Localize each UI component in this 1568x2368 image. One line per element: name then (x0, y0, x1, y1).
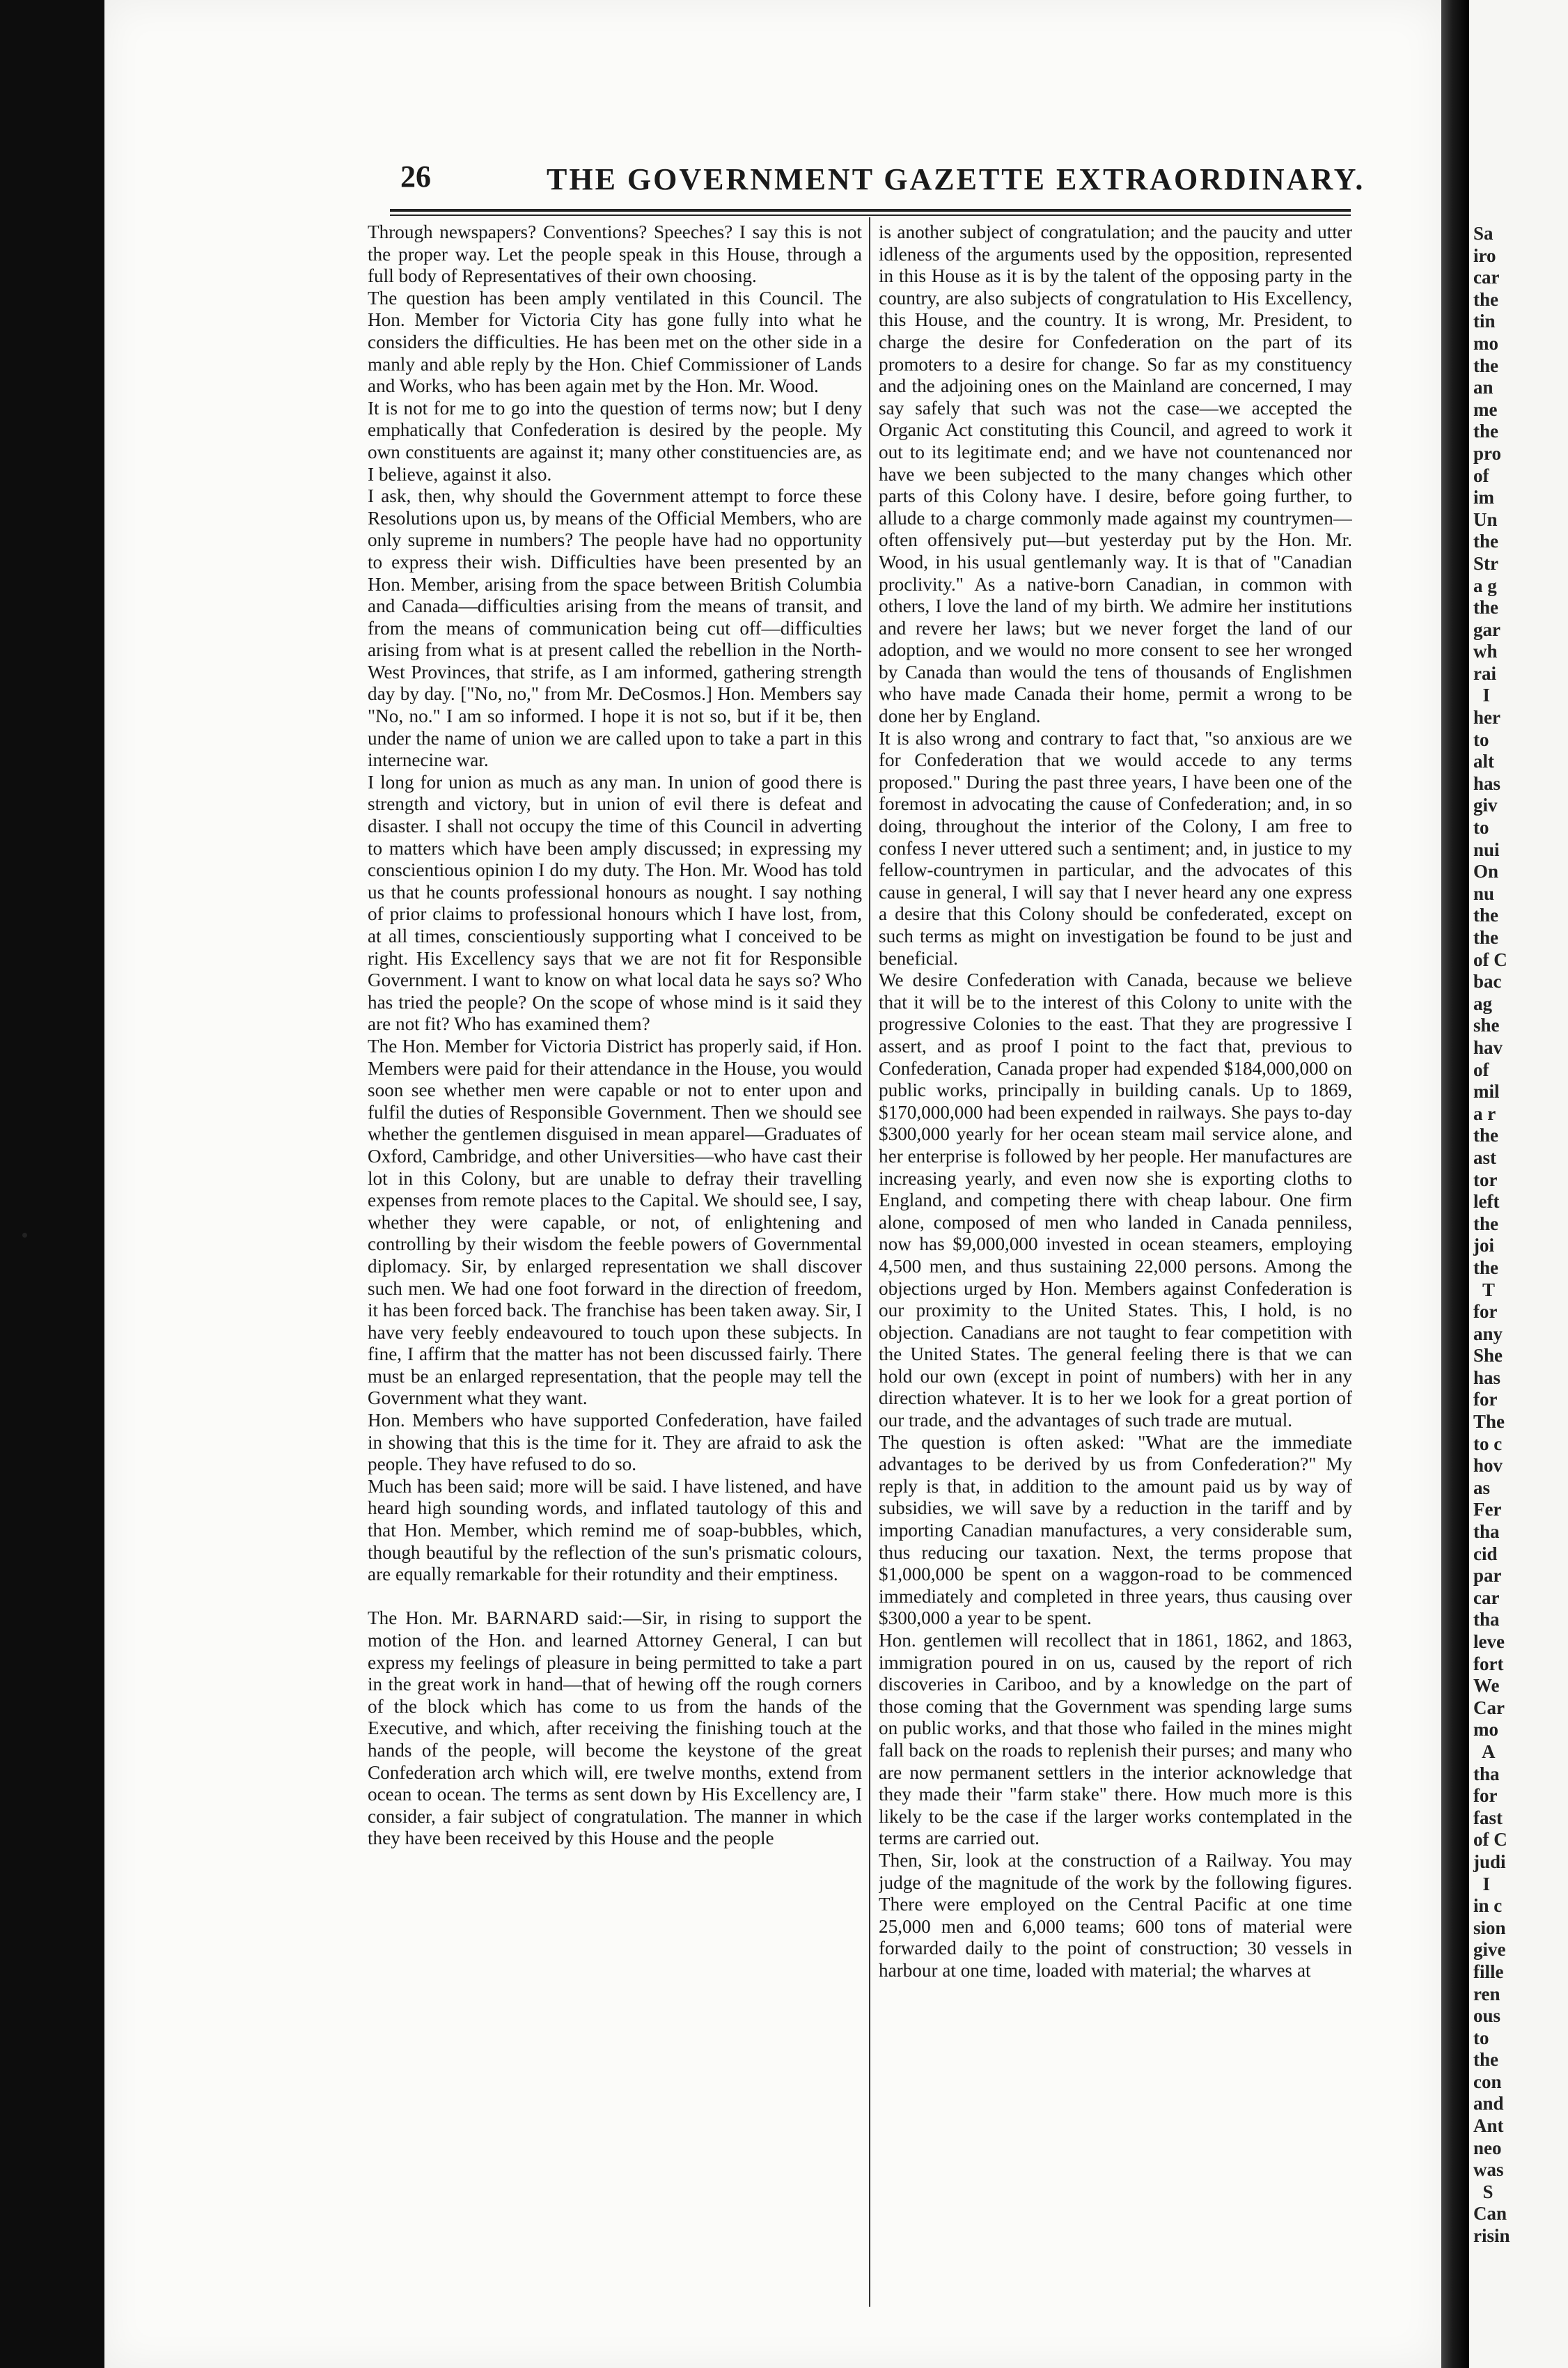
page-number: 26 (400, 159, 431, 194)
binding-gutter (1441, 0, 1469, 2368)
right-text-column: is another subject of congratulation; and the paucity and utter idleness of the arguments used by the opposition, represented in this House as it is by the talent of the opposing party in the country, are also subjects of congratulation to His Excellency, this House, and the country. It is wrong, Mr. President, to charge the desire for Confederation on the part of its promoters to a desire for change. So far as my constituency and the adjoining ones on the Mainland are concerned, I may say safely that such was not the case—we accepted the Organic Act constituting this Council, and agreed to work it out to its legitimate end; and we have not countenanced nor have we been subjected to the many changes which other parts of this Colony have. I desire, before going further, to allude to a charge commonly made against my countrymen—often offensively put—but yesterday put by the Hon. Mr. Wood, in his usual gentlemanly way. It is that of "Canadian proclivity." As a native-born Canadian, in common with others, I love the land of my birth. We admire her institutions and revere her laws; but we never forget the land of our adoption, and we would no more consent to see her wronged by Canada than would the tens of thousands of Englishmen who have made Canada their home, permit a wrong to be done her by England. It is also wrong and contrary to fact that, "so anxious are we for Confederation that we would accede to any terms proposed." During the past three years, I have been one of the foremost in advocating the cause of Confederation; and, in so doing, throughout the interior of the Colony, I am free to confess I never uttered such a sentiment; and, in justice to my fellow-countrymen in particular, and the advocates of this cause in general, I will say that I never heard any one express a desire that this Colony should be confederated, except on such terms as might on investigation be found to be just and beneficial. We desire Confederation with Canada, because we believe that it will be to the interest of this Colony to unite with the progressive Colonies to the east. That they are progressive I assert, and as proof I point to the fact that, previous to Confederation, Canada proper had expended $184,000,000 on public works, principally in building canals. Up to 1869, $170,000,000 had been expended in railways. She pays to-day $300,000 yearly for her ocean steam mail service alone, and her enterprise is followed by her people. Her manufactures are increasing yearly, and even now she is exporting cloths to England, and competing there with cheap labour. One firm alone, composed of men who landed in Canada penniless, now has $9,000,000 invested in ocean steamers, employing 4,500 men, and thus sustaining 22,000 persons. Among the objections urged by Hon. Members against Confederation is our proximity to the United States. This, I hold, is no objection. Canadians are not taught to fear competition with the United States. The general feeling there is that we can hold our own (except in point of numbers) with her in any direction whatever. It is to her we look for a great portion of our trade, and the advantages of such trade are mutual. The question is often asked: "What are the immediate advantages to be derived by us from Confederation?" My reply is that, in addition to the amount paid us by way of subsidies, we will save by a reduction in the tariff and by importing Canadian manufactures, a very considerable sum, thus reducing our taxation. Next, the terms propose that $1,000,000 be spent on a waggon-road to be commenced immediately and completed in three years, thus causing over $300,000 a year to be spent. Hon. gentlemen will recollect that in 1861, 1862, and 1863, immigration poured in on us, caused by the report of rich discoveries in Cariboo, and by a knowledge on the part of those coming that the Government was spending large sums on public works, and that those who failed in the mines might fall back on the roads to replenish their purses; and many who are now permanent settlers in the interior acknowledge that they made their "farm stake" there. How much more is this likely to be the case if the larger works contemplated in the terms are carried out. Then, Sir, look at the construction of a Railway. You may judge of the magnitude of the work by the following figures. There were employed on the Central Pacific at one time 25,000 men and 6,000 teams; 600 tons of material were forwarded daily to the point of construction; 30 vessels in harbour at one time, loaded with material; the wharves at (879, 221, 1352, 1981)
adjacent-page (1469, 0, 1568, 2368)
left-text-column: Through newspapers? Conventions? Speeches? I say this is not the proper way. Let the people speak in this House, through a full body of Representatives of their own choosing. The question has been amply ventilated in this Council. The Hon. Member for Victoria City has gone fully into what he considers the difficulties. He has been met on the other side in a manly and able reply by the Hon. Chief Commissioner of Lands and Works, who has been again met by the Hon. Mr. Wood. It is not for me to go into the question of terms now; but I deny emphatically that Confederation is desired by the people. My own constituents are against it; many other constituencies are, as I believe, against it also. I ask, then, why should the Government attempt to force these Resolutions upon us, by means of the Official Members, who are only supreme in numbers? The people have had no opportunity to express their wish. Difficulties have been presented by an Hon. Member, arising from the space between British Columbia and Canada—difficulties arising from the means of transit, and from the means of communication being cut off—difficulties arising from what is at present called the rebellion in the North-West Provinces, that strife, as I am informed, gathering strength day by day. ["No, no," from Mr. DeCosmos.] Hon. Members say "No, no." I am so informed. I hope it is not so, but if it be, then under the name of union we are called upon to take a part in this internecine war. I long for union as much as any man. In union of good there is strength and victory, but in union of evil there is defeat and disaster. I shall not occupy the time of this Council in adverting to matters which have been amply discussed; in expressing my conscientious opinion I do my duty. The Hon. Mr. Wood has told us that he counts professional honours as nought. I say nothing of prior claims to professional honours which I have lost, from, at all times, conscientiously supporting what I conceived to be right. His Excellency says that we are not fit for Responsible Government. I want to know on what local data he says so? Who has tried the people? On the scope of whose mind is it said they are not fit? Who has examined them? The Hon. Member for Victoria District has properly said, if Hon. Members were paid for their attendance in the House, you would soon see whether men were capable or not to enter upon and fulfil the duties of Responsible Government. Then we should see whether the gentlemen disguised in mean apparel—Graduates of Oxford, Cambridge, and other Universities—who have cast their lot in this Colony, but are unable to defray their travelling expenses from remote places to the Capital. We should see, I say, whether they were capable, or not, of enlightening and controlling by their wisdom the feeble powers of Governmental diplomacy. Sir, by enlarged representation we shall discover such men. We had one foot forward in the direction of freedom, it has been forced back. The franchise has been taken away. Sir, I have very feebly endeavoured to touch upon these subjects. In fine, I affirm that the matter has not been discussed fairly. There must be an enlarged representation, that the people may tell the Government what they want. Hon. Members who have supported Confederation, have failed in showing that this is the time for it. They are afraid to ask the people. They have refused to do so. Much has been said; more will be said. I have listened, and have heard high sounding words, and inflated tautology of this and that Hon. Member, which remind me of soap-bubbles, which, though beautiful by the reflection of the sun's prismatic colours, are equally remarkable for their rotundity and their emptiness. The Hon. Mr. BARNARD said:—Sir, in rising to support the motion of the Hon. and learned Attorney General, I can but express my feelings of pleasure in being permitted to take a part in the great work in hand—that of hewing off the rough corners of the block which has come to us from the hands of the Executive, and which, after receiving the finishing touch at the hands of the people, will become the keystone of the great Confederation arch which will, ere twelve months, extend from ocean to ocean. The terms as sent down by His Excellency are, I consider, a fair subject of congratulation. The manner in which they have been received by this House and the people (368, 221, 862, 1849)
masthead-title: THE GOVERNMENT GAZETTE EXTRAORDINARY. (547, 162, 1365, 196)
column-divider (869, 217, 870, 2307)
adjacent-page-text: Sa iro car the tin mo the an me the pro of im Un the Str a g the gar wh rai I her to alt has giv to nui On nu the the of C bac ag she hav of mil a r the ast tor left the joi the T for any She has for The to c hov as Fer tha cid par car tha leve fort We Car mo A tha for fast of C judi I in c sion give fille ren ous to the con and Ant neo was S Can risin (1473, 223, 1510, 2247)
header-rule-thin (390, 215, 1351, 216)
margin-speck (22, 1233, 27, 1238)
header-rule (390, 209, 1351, 212)
